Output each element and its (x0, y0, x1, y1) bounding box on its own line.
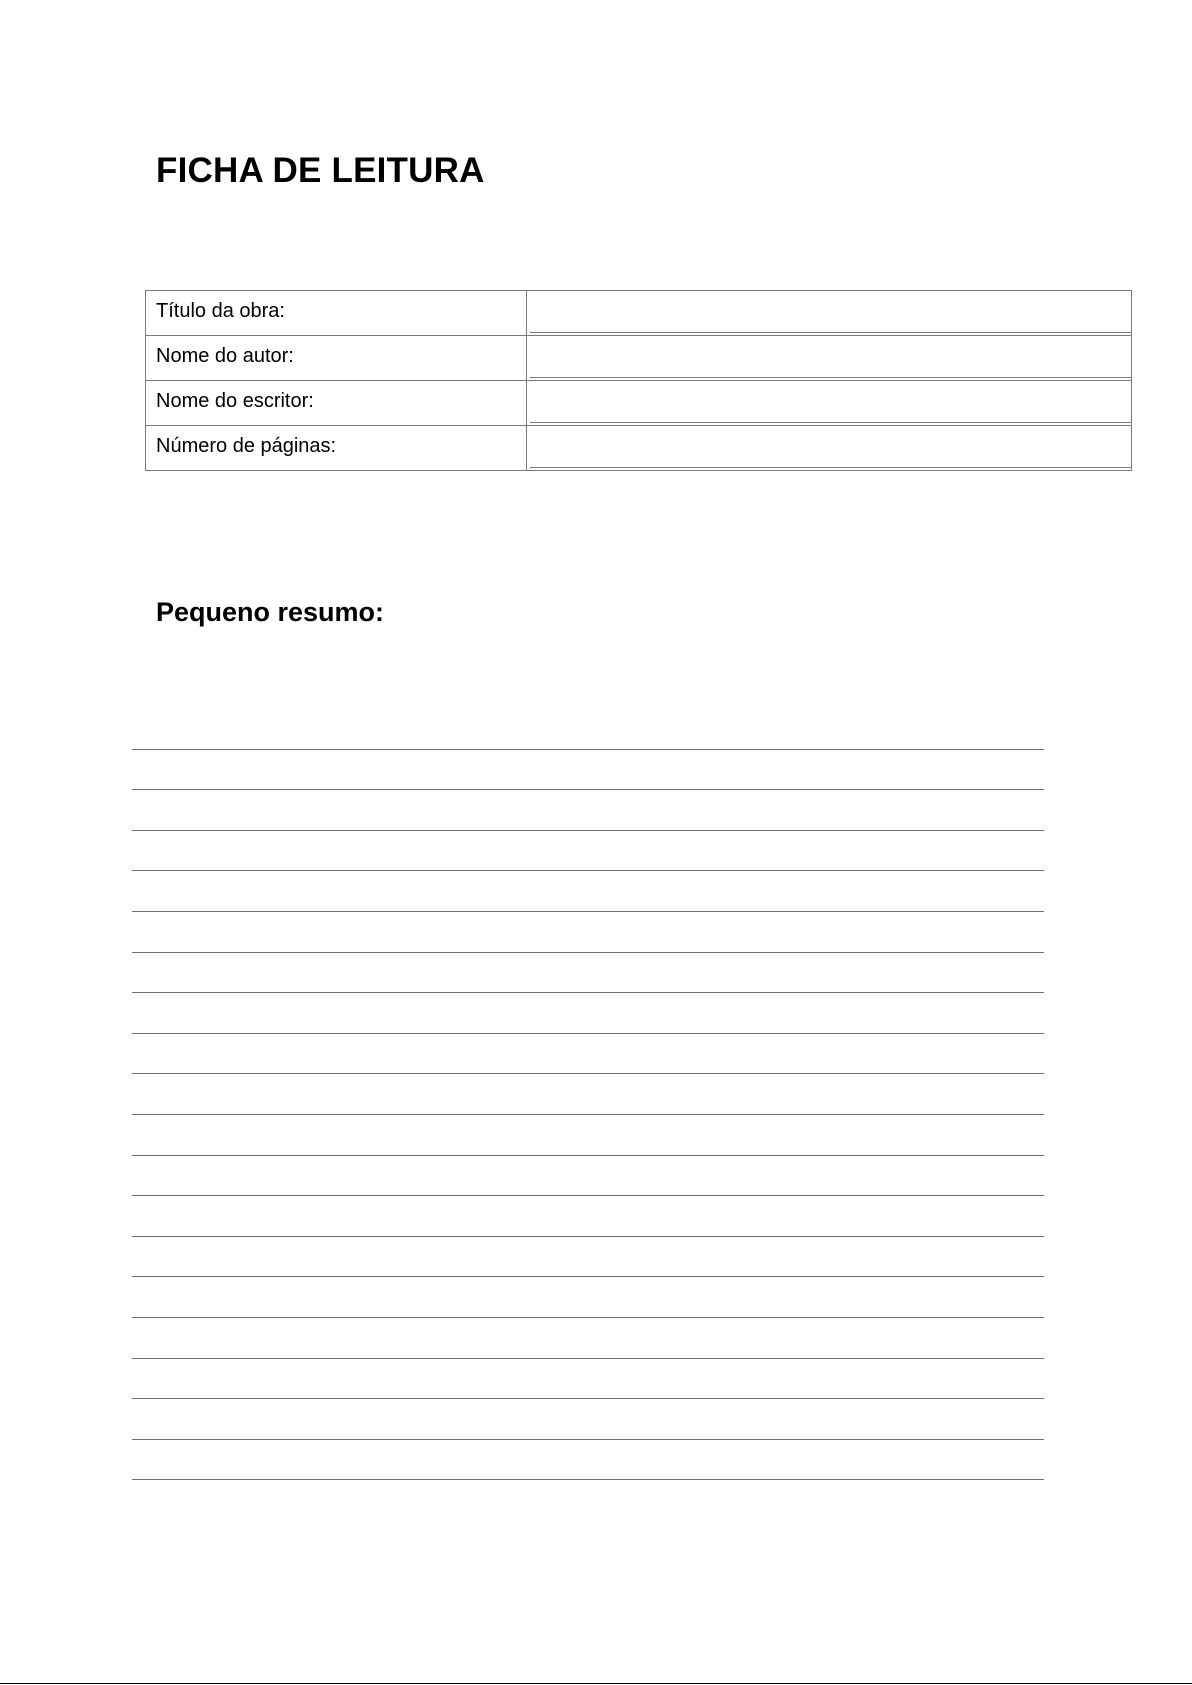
write-line (530, 332, 1131, 333)
write-line (530, 467, 1131, 468)
field-value-writer[interactable] (527, 381, 1132, 426)
book-info-table (145, 290, 1132, 471)
summary-heading: Pequeno resumo: (156, 597, 385, 627)
field-value-pages[interactable] (527, 426, 1132, 471)
field-label-author: Nome do autor: (146, 336, 527, 381)
summary-writing-line[interactable] (132, 1034, 1044, 1075)
page-title: FICHA DE LEITURA (156, 151, 485, 190)
summary-writing-line[interactable] (132, 1359, 1044, 1400)
field-label-writer: Nome do escritor: (146, 381, 527, 426)
summary-writing-line[interactable] (132, 1074, 1044, 1115)
table-row (146, 426, 1132, 471)
summary-writing-line[interactable] (132, 1196, 1044, 1237)
table-row (146, 381, 1132, 426)
summary-writing-line[interactable] (132, 912, 1044, 953)
write-line (530, 422, 1131, 423)
summary-writing-line[interactable] (132, 709, 1044, 750)
summary-writing-line[interactable] (132, 790, 1044, 831)
field-value-author[interactable] (527, 336, 1132, 381)
summary-writing-line[interactable] (132, 1399, 1044, 1440)
summary-writing-line[interactable] (132, 1156, 1044, 1197)
summary-writing-line[interactable] (132, 1440, 1044, 1481)
summary-writing-area[interactable] (132, 709, 1044, 1480)
summary-writing-line[interactable] (132, 953, 1044, 994)
summary-writing-line[interactable] (132, 1115, 1044, 1156)
table-row (146, 291, 1132, 336)
field-label-title: Título da obra: (146, 291, 527, 336)
table-row (146, 336, 1132, 381)
field-label-pages: Número de páginas: (146, 426, 527, 471)
summary-writing-line[interactable] (132, 831, 1044, 872)
summary-writing-line[interactable] (132, 871, 1044, 912)
summary-writing-line[interactable] (132, 993, 1044, 1034)
summary-writing-line[interactable] (132, 1277, 1044, 1318)
summary-writing-line[interactable] (132, 750, 1044, 791)
page-bottom-divider (0, 1683, 1192, 1684)
summary-writing-line[interactable] (132, 1318, 1044, 1359)
write-line (530, 377, 1131, 378)
field-value-title[interactable] (527, 291, 1132, 336)
summary-writing-line[interactable] (132, 1237, 1044, 1278)
